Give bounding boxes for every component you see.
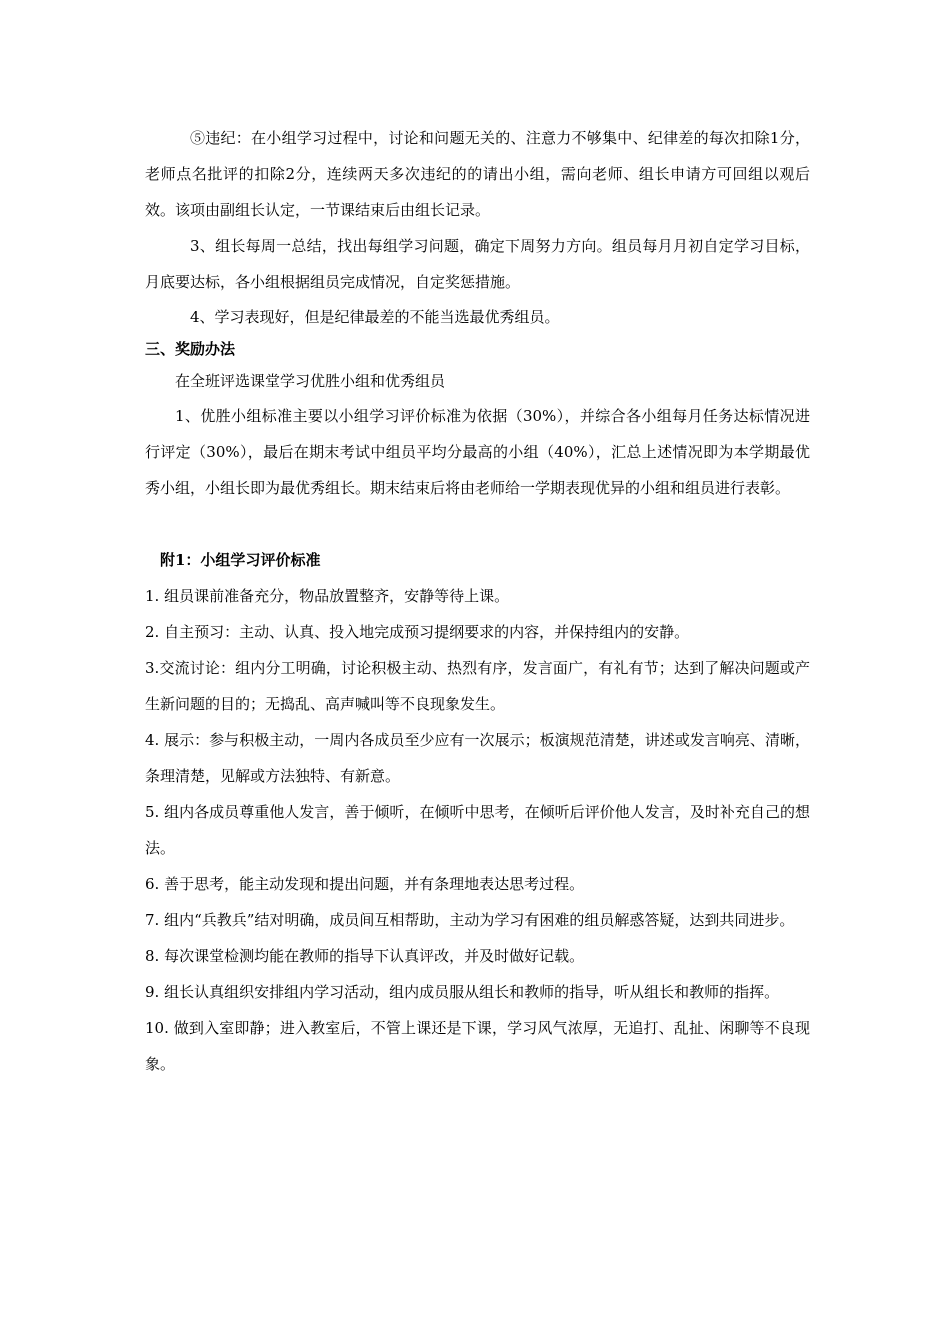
annex-item: 6. 善于思考，能主动发现和提出问题，并有条理地表达思考过程。 [145,875,585,893]
rewards-point-1: 1、优胜小组标准主要以小组学习评价标准为依据（30%），并综合各小组每月任务达标情况进行评定（30%），最后在期末考试中组员平均分最高的小组（40%），汇总上述情况即为本学期最优秀小组，小组长即为最优秀组长。期末结束后将由老师给一学期表现优异的小组和组员进行表彰。 [145,407,810,497]
annex-item: 1. 组员课前准备充分，物品放置整齐，安静等待上课。 [145,587,510,605]
annex-item: 2. 自主预习：主动、认真、投入地完成预习提纲要求的内容，并保持组内的安静。 [145,623,690,641]
rewards-intro: 在全班评选课堂学习优胜小组和优秀组员 [175,372,446,390]
annex-item: 4. 展示：参与积极主动，一周内各成员至少应有一次展示；板演规范清楚，讲述或发言响亮、清晰，条理清楚，见解或方法独特、有新意。 [145,731,810,785]
annex-item: 9. 组长认真组织安排组内学习活动，组内成员服从组长和教师的指导，听从组长和教师的指挥。 [145,983,780,1001]
rule-item-5: ⑤违纪：在小组学习过程中，讨论和问题无关的、注意力不够集中、纪律差的每次扣除1分，老师点名批评的扣除2分，连续两天多次违纪的的请出小组，需向老师、组长申请方可回组以观后效。该项由副组长认定，一节课结束后由组长记录。 [145,129,810,219]
annex-item: 7. 组内“兵教兵”结对明确，成员间互相帮助，主动为学习有困难的组员解惑答疑，达到共同进步。 [145,911,795,929]
annex-item: 3.交流讨论：组内分工明确，讨论积极主动、热烈有序，发言面广，有礼有节；达到了解决问题或产生新问题的目的；无捣乱、高声喊叫等不良现象发生。 [145,659,810,713]
rule-point-4: 4、学习表现好，但是纪律最差的不能当选最优秀组员。 [190,308,560,326]
rewards-heading: 三、奖励办法 [145,340,236,358]
annex-item: 5. 组内各成员尊重他人发言，善于倾听，在倾听中思考，在倾听后评价他人发言，及时补充自己的想法。 [145,803,810,857]
annex-item: 8. 每次课堂检测均能在教师的指导下认真评改，并及时做好记载。 [145,947,585,965]
annex-title: 附1：小组学习评价标准 [160,551,321,569]
annex-list [145,578,810,1082]
rule-point-3: 3、组长每周一总结，找出每组学习问题，确定下周努力方向。组员每月月初自定学习目标，月底要达标，各小组根据组员完成情况，自定奖惩措施。 [145,237,810,291]
annex-item: 10. 做到入室即静；进入教室后，不管上课还是下课，学习风气浓厚，无追打、乱扯、闲聊等不良现象。 [145,1019,810,1073]
